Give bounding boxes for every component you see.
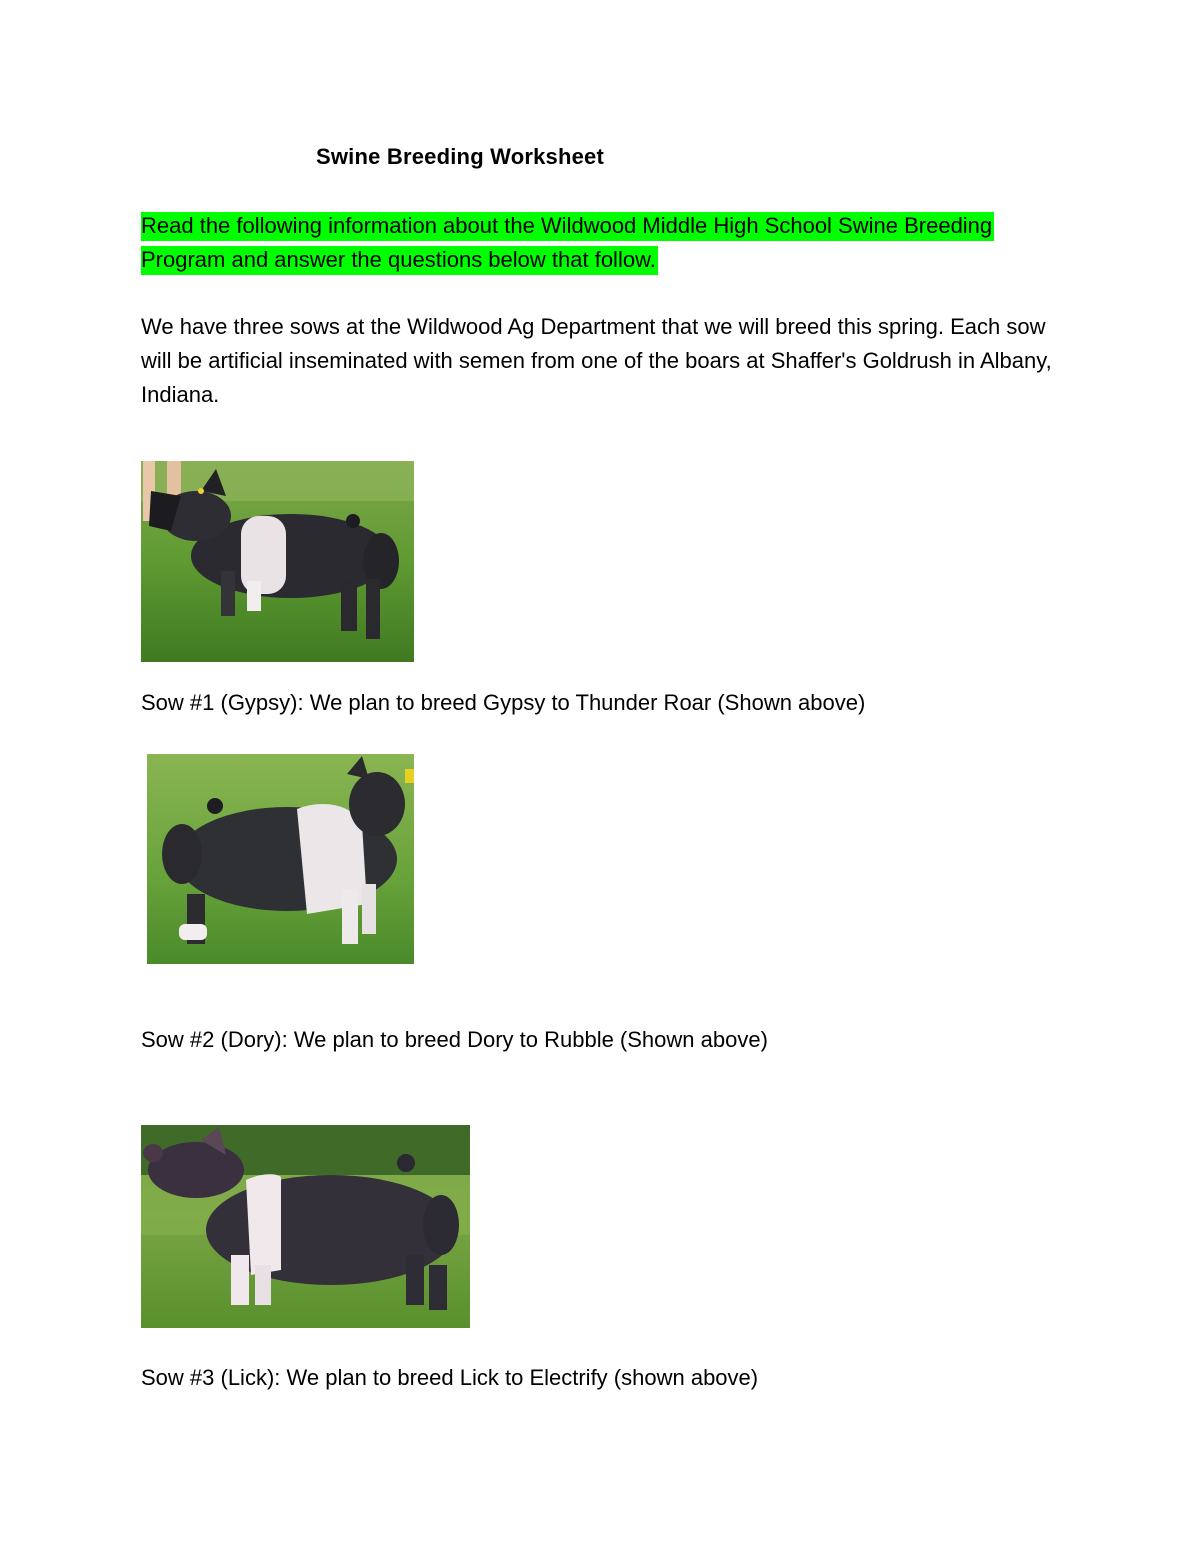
pig-photo-icon bbox=[141, 1125, 470, 1328]
caption-sow-1: Sow #1 (Gypsy): We plan to breed Gypsy to Thunder Roar (Shown above) bbox=[141, 690, 866, 715]
boar-photo-electrify bbox=[141, 1125, 470, 1328]
boar-photo-rubble bbox=[147, 754, 414, 964]
highlighted-instructions: Read the following information about the Wildwood Middle High School Swine Breeding Program and answer the questions below that follow. bbox=[141, 212, 994, 275]
page-title: Swine Breeding Worksheet bbox=[316, 144, 605, 169]
pig-photo-icon bbox=[147, 754, 414, 964]
pig-photo-icon bbox=[141, 461, 414, 662]
instructions-paragraph bbox=[141, 209, 1061, 277]
caption-sow-3: Sow #3 (Lick): We plan to breed Lick to Electrify (shown above) bbox=[141, 1365, 759, 1390]
caption-sow-2: Sow #2 (Dory): We plan to breed Dory to Rubble (Shown above) bbox=[141, 1027, 768, 1052]
intro-paragraph: We have three sows at the Wildwood Ag Department that we will breed this spring. Each sow will be artificial inseminated with semen from one of the boars at Shaffer's Goldrush in Albany, Indiana. bbox=[141, 314, 1052, 407]
boar-photo-thunder-roar bbox=[141, 461, 414, 662]
